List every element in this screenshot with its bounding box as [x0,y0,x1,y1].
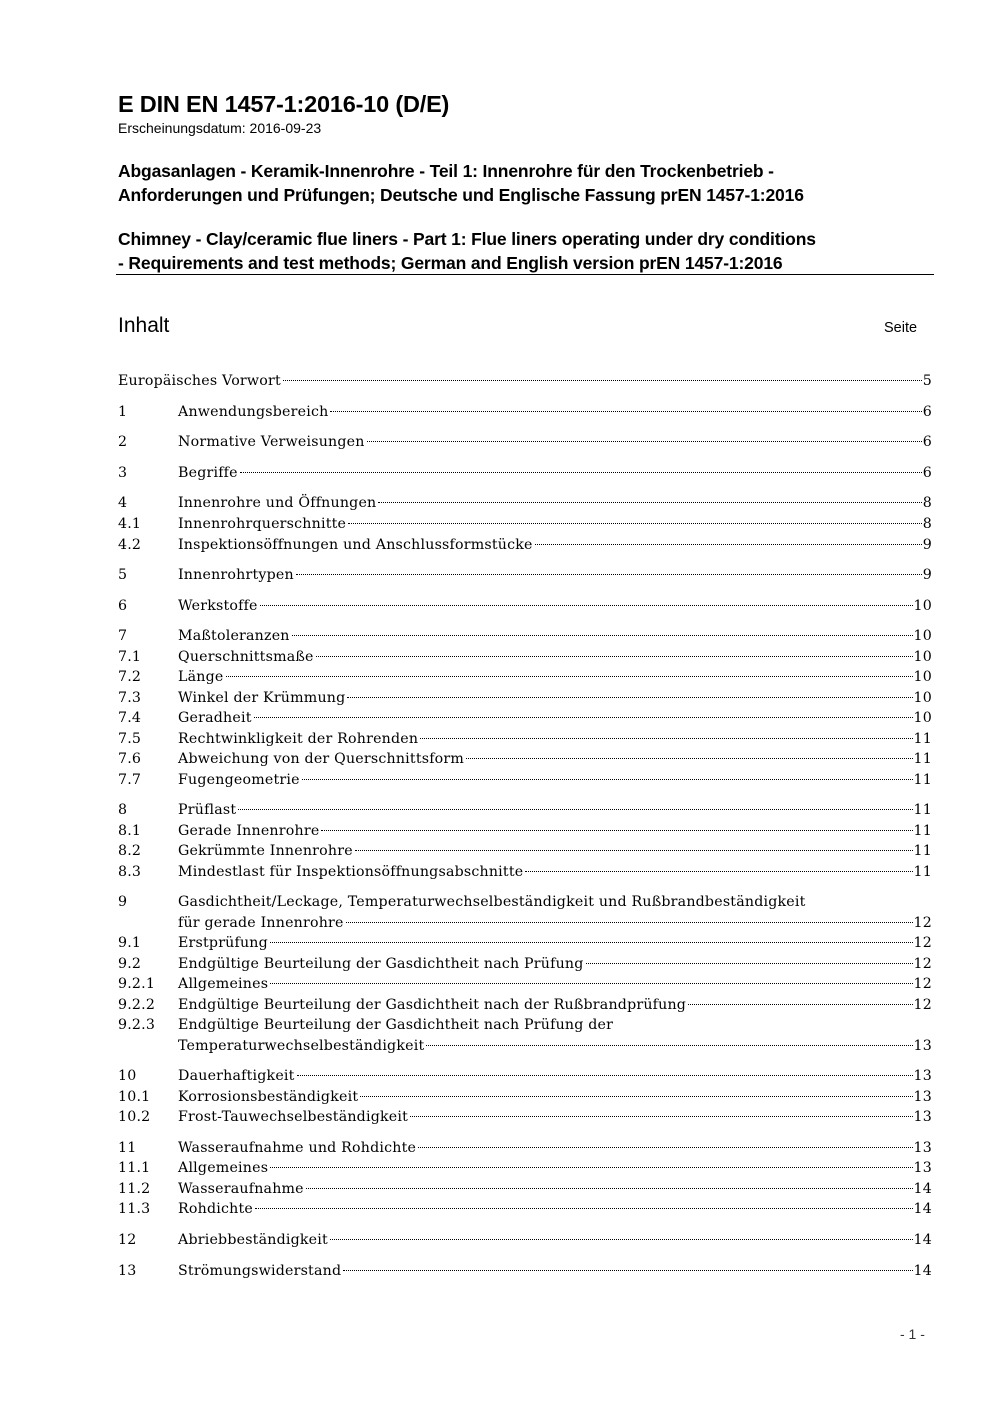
toc-entry[interactable] [118,596,932,616]
toc-entry-number: 5 [118,567,128,583]
toc-entry-number: 9.2.2 [118,997,156,1013]
toc-entry-title: Normative Verweisungen [178,434,365,450]
toc-entry[interactable] [118,1261,932,1281]
toc-entry-continuation[interactable] [118,1036,932,1056]
toc-entry-title: Anwendungsbereich [178,404,329,420]
toc-page-column-label: Seite [884,320,918,336]
toc-entry[interactable] [118,841,932,861]
toc-entry[interactable] [118,800,932,820]
toc-entry[interactable] [118,1179,932,1199]
toc-entry[interactable] [118,1158,932,1178]
toc-leader-dots [466,758,913,759]
toc-leader-dots [240,472,922,473]
toc-entry-number: 10 [118,1068,137,1084]
toc-entry[interactable] [118,1138,932,1158]
toc-entry[interactable] [118,1066,932,1086]
toc-entry-number: 7.1 [118,649,142,665]
toc-entry[interactable] [118,402,932,422]
toc-leader-dots [535,544,922,545]
toc-leader-dots [283,380,922,381]
toc-entry-page: 14 [913,1263,932,1279]
toc-entry-title: Innenrohre und Öffnungen [178,495,377,511]
toc-entry[interactable] [118,770,932,790]
toc-entry-page: 10 [913,669,932,685]
toc-leader-dots [586,963,913,964]
toc-entry[interactable] [118,749,932,769]
toc-entry-title: Inspektionsöffnungen und Anschlussformstücke [178,537,533,553]
toc-entry-title: Temperaturwechselbeständigkeit [178,1037,425,1054]
toc-leader-dots [292,635,913,636]
toc-entry[interactable] [118,371,932,391]
toc-entry-title: Frost-Tauwechselbeständigkeit [178,1109,409,1125]
toc-entry-title: Querschnittsmaße [178,649,314,665]
toc-entry[interactable] [118,667,932,687]
title-english [118,228,948,275]
toc-entry-number: 3 [118,465,128,481]
toc-entry[interactable] [118,1087,932,1107]
toc-entry-number: 11 [118,1140,137,1156]
toc-entry-number: 11.3 [118,1201,151,1217]
toc-entry-page: 9 [922,537,932,553]
toc-entry-number: 8 [118,802,128,818]
toc-leader-dots [270,1167,912,1168]
toc-entry-number: 9.1 [118,935,142,951]
toc-entry-page: 10 [913,598,932,614]
toc-entry-number: 7.7 [118,772,142,788]
toc-entry-title: Mindestlast für Inspektionsöffnungsabschnitte [178,864,524,880]
toc-entry-number: 9.2.1 [118,976,156,992]
toc-entry[interactable] [118,1199,932,1219]
toc-leader-dots [302,779,913,780]
toc-entry-title-first-line: Endgültige Beurteilung der Gasdichtheit nach Prüfung der [178,1017,614,1033]
toc-entry-number: 12 [118,1232,137,1248]
toc-entry-page: 14 [913,1201,932,1217]
toc-entry-title: Wasseraufnahme und Rohdichte [178,1140,417,1156]
toc-entry-page: 10 [913,710,932,726]
toc-entry-number: 7.2 [118,669,142,685]
title-german [118,160,948,207]
toc-entry-title: Innenrohrtypen [178,567,294,583]
toc-entry-page: 12 [913,914,932,931]
page-number: - 1 - [900,1326,925,1342]
toc-leader-dots [688,1004,912,1005]
toc-entry-number: 11.2 [118,1181,151,1197]
toc-entry-page: 8 [922,516,932,532]
toc-entry-page: 12 [913,956,932,972]
toc-entry-page: 6 [922,465,932,481]
toc-leader-dots [270,942,913,943]
toc-entry[interactable] [118,708,932,728]
toc-leader-dots [316,656,913,657]
toc-leader-dots [306,1188,913,1189]
toc-entry[interactable] [118,565,932,585]
publication-date-value: 2016-09-23 [249,120,322,136]
toc-leader-dots [255,1208,913,1209]
toc-entry-title: Innenrohrquerschnitte [178,516,347,532]
toc-entry-title: Rohdichte [178,1201,253,1217]
title-german-line-1: Abgasanlagen - Keramik-Innenrohre - Teil 1: Innenrohre für den Trockenbetrieb - [118,161,774,181]
toc-entry-page: 12 [913,935,932,951]
toc-entry-title: Wasseraufnahme [178,1181,304,1197]
toc-entry-page: 14 [913,1232,932,1248]
toc-leader-dots [254,717,913,718]
toc-entry-page: 13 [913,1037,932,1054]
toc-leader-dots [343,1270,912,1271]
title-german-line-2: Anforderungen und Prüfungen; Deutsche und Englische Fassung prEN 1457-1:2016 [118,184,804,205]
toc-leader-dots [348,523,922,524]
toc-entry-page: 13 [913,1089,932,1105]
toc-entry[interactable] [118,1230,932,1250]
toc-entry-page: 6 [922,404,932,420]
toc-leader-dots [360,1096,912,1097]
toc-entry-number: 8.3 [118,864,142,880]
title-english-line-2: - Requirements and test methods; German and English version prEN 1457-1:2016 [118,252,783,273]
toc-entry[interactable] [118,862,932,882]
toc-leader-dots [270,983,912,984]
toc-entry-page: 12 [913,997,932,1013]
toc-leader-dots [297,1075,913,1076]
toc-entry[interactable] [118,1107,932,1127]
document-id: E DIN EN 1457-1:2016-10 (D/E) [118,91,450,117]
toc-entry-title: Endgültige Beurteilung der Gasdichtheit nach Prüfung [178,956,584,972]
toc-entry[interactable] [118,493,932,513]
toc-entry[interactable] [118,688,932,708]
toc-entry-page: 11 [913,823,932,839]
toc-entry-title: für gerade Innenrohre [178,914,344,931]
toc-entry[interactable] [118,432,932,452]
toc-entry-number: 4.1 [118,516,142,532]
title-english-line-1: Chimney - Clay/ceramic flue liners - Part 1: Flue liners operating under dry conditions [118,229,816,249]
toc-entry-page: 11 [913,731,932,747]
toc-entry[interactable] [118,933,932,953]
toc-leader-dots [260,605,913,606]
toc-entry-number: 6 [118,598,128,614]
toc-leader-dots [410,1116,913,1117]
toc-leader-dots [426,1045,912,1046]
toc-leader-dots [355,850,913,851]
toc-entry-number: 2 [118,434,128,450]
toc-entry-page: 13 [913,1160,932,1176]
toc-entry[interactable] [118,647,932,667]
toc-leader-dots [525,871,912,872]
toc-entry[interactable] [118,535,932,555]
toc-entry[interactable] [118,995,932,1015]
toc-entry[interactable] [118,514,932,534]
toc-entry-number: 11.1 [118,1160,151,1176]
toc-leader-dots [296,574,922,575]
toc-entry[interactable] [118,974,932,994]
toc-entry-number: 7.6 [118,751,142,767]
toc-leader-dots [418,1147,912,1148]
toc-entry-page: 9 [922,567,932,583]
toc-entry-title: Strömungswiderstand [178,1263,342,1279]
toc-leader-dots [420,738,912,739]
toc-entry-title: Korrosionsbeständigkeit [178,1089,359,1105]
toc-entry-continuation[interactable] [118,913,932,933]
toc-entry-number: 10.2 [118,1109,151,1125]
toc-entry-number: 7 [118,628,128,644]
toc-leader-dots [367,441,922,442]
toc-entry[interactable] [118,1015,932,1035]
header-divider [116,274,934,275]
toc-leader-dots [238,809,912,810]
toc-entry-title: Gerade Innenrohre [178,823,320,839]
toc-entry-title: Allgemeines [178,1160,269,1176]
toc-entry-page: 14 [913,1181,932,1197]
toc-entry-title: Endgültige Beurteilung der Gasdichtheit nach der Rußbrandprüfung [178,997,687,1013]
toc-entry-title: Europäisches Vorwort [118,373,281,389]
toc-entry-page: 11 [913,751,932,767]
toc-leader-dots [347,697,912,698]
toc-entry-number: 7.4 [118,710,142,726]
toc-entry-page: 11 [913,864,932,880]
toc-heading: Inhalt [118,314,170,337]
toc-entry-page: 12 [913,976,932,992]
toc-entry-title: Begriffe [178,465,238,481]
toc-entry-number: 4.2 [118,537,142,553]
toc-entry-title: Winkel der Krümmung [178,690,346,706]
toc-entry-title: Rechtwinkligkeit der Rohrenden [178,731,419,747]
toc-entry-page: 5 [922,373,932,389]
toc-entry-title: Werkstoffe [178,598,258,614]
toc-entry[interactable] [118,626,932,646]
toc-entry[interactable] [118,821,932,841]
toc-leader-dots [330,411,921,412]
toc-entry-number: 9.2 [118,956,142,972]
toc-entry-title: Geradheit [178,710,252,726]
toc-entry-number: 8.2 [118,843,142,859]
toc-entry-page: 10 [913,690,932,706]
toc-entry-page: 13 [913,1140,932,1156]
toc-entry-title: Dauerhaftigkeit [178,1068,295,1084]
toc-leader-dots [346,922,913,923]
toc-entry-page: 13 [913,1068,932,1084]
toc-entry-title: Prüflast [178,802,237,818]
toc-entry-number: 8.1 [118,823,142,839]
toc-entry-number: 7.5 [118,731,142,747]
toc-entry[interactable] [118,463,932,483]
toc-entry-page: 10 [913,628,932,644]
toc-entry-number: 9 [118,894,128,910]
toc-entry[interactable] [118,954,932,974]
publication-date-label: Erscheinungsdatum: [118,120,246,136]
publication-date [118,120,321,136]
toc-entry-number: 7.3 [118,690,142,706]
toc-entry-number: 10.1 [118,1089,151,1105]
toc-leader-dots [330,1239,913,1240]
toc-leader-dots [378,502,921,503]
toc-entry-number: 4 [118,495,128,511]
toc-entry-title: Abriebbeständigkeit [178,1232,328,1248]
toc-entry-page: 13 [913,1109,932,1125]
toc-entry-page: 11 [913,843,932,859]
toc-entry-title: Länge [178,669,224,685]
toc-entry-title-first-line: Gasdichtheit/Leckage, Temperaturwechselbeständigkeit und Rußbrandbeständigkeit [178,894,806,910]
toc-entry-page: 11 [913,802,932,818]
toc-entry-page: 8 [922,495,932,511]
toc-entry-number: 9.2.3 [118,1017,156,1033]
toc-entry-page: 6 [922,434,932,450]
toc-entry-title: Allgemeines [178,976,269,992]
toc-entry-title: Abweichung von der Querschnittsform [178,751,465,767]
toc-entry-title: Gekrümmte Innenrohre [178,843,353,859]
toc-entry-title: Maßtoleranzen [178,628,290,644]
toc-entry-page: 11 [913,772,932,788]
toc-entry-title: Erstprüfung [178,935,268,951]
toc-entry-title: Fugengeometrie [178,772,300,788]
toc-entry[interactable] [118,729,932,749]
toc-entry-number: 1 [118,404,128,420]
toc-entry[interactable] [118,892,932,912]
toc-leader-dots [321,830,912,831]
toc-leader-dots [226,676,913,677]
toc-entry-page: 10 [913,649,932,665]
toc-entry-number: 13 [118,1263,137,1279]
